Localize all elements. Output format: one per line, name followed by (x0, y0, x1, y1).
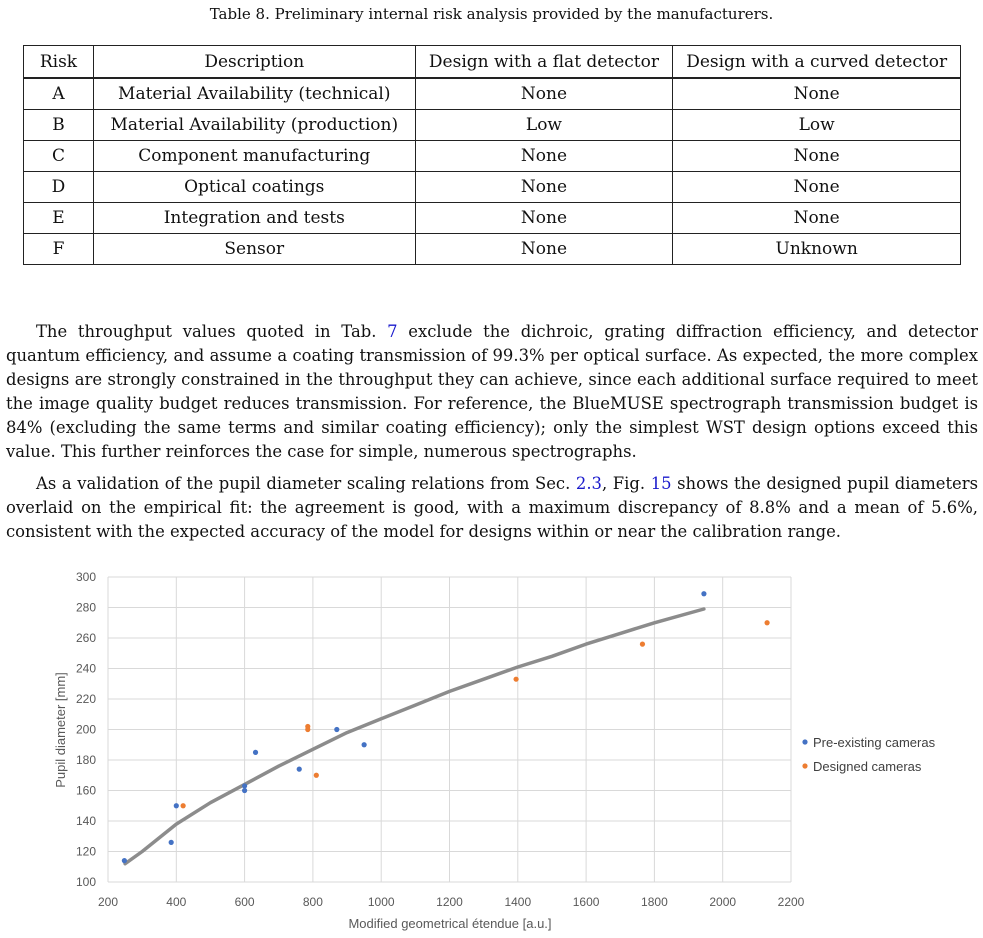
chart-legend (802, 735, 935, 774)
paragraph-throughput (6, 320, 978, 464)
table-row (24, 78, 961, 110)
figure-reference-link[interactable]: 15 (650, 474, 672, 493)
pre-existing-camera-point (297, 767, 302, 772)
fit-curve-group (125, 609, 704, 864)
cell-description: Integration and tests (93, 203, 415, 234)
cell-flat: None (415, 78, 673, 110)
paragraph-text: exclude the dichroic, grating diffraction efficiency, and detector quantum efficiency, and assume a coating transmission of 99.3% per optical surface. As expected, the more complex designs are strongly constrained in the throughput they can achieve, since each additional surface required to meet the image quality budget reduces transmission. For reference, the BlueMUSE spectrograph transmission budget is 84% (excluding the same terms and similar coating efficiency); only the simplest WST design options exceed this value. This further reinforces the case for simple, numerous spectrographs. (6, 322, 978, 461)
chart-grid (108, 577, 791, 882)
x-tick-label: 1600 (572, 895, 600, 909)
table-row (24, 110, 961, 141)
table-row (24, 234, 961, 265)
x-tick-label: 400 (166, 895, 187, 909)
cell-risk: F (24, 234, 94, 265)
table-reference-link[interactable]: 7 (387, 322, 398, 341)
y-tick-label: 220 (75, 692, 96, 706)
cell-description: Component manufacturing (93, 141, 415, 172)
cell-flat: None (415, 172, 673, 203)
table-header-row (24, 46, 961, 79)
cell-flat: None (415, 234, 673, 265)
cell-curved: None (673, 203, 961, 234)
pre-existing-camera-point (253, 750, 258, 755)
cell-description: Optical coatings (93, 172, 415, 203)
pre-existing-camera-point (362, 742, 367, 747)
header-description: Description (93, 46, 415, 79)
x-tick-label: 2000 (709, 895, 737, 909)
cell-curved: Low (673, 110, 961, 141)
y-axis-label: Pupil diameter [mm] (53, 672, 68, 788)
x-tick-label: 1800 (641, 895, 668, 909)
cell-risk: C (24, 141, 94, 172)
designed-camera-point (305, 727, 310, 732)
cell-flat: None (415, 141, 673, 172)
pre-existing-camera-point (169, 840, 174, 845)
section-reference-link[interactable]: 2.3 (575, 474, 602, 493)
y-tick-label: 300 (75, 570, 96, 584)
pre-existing-camera-point (334, 727, 339, 732)
y-tick-label: 180 (75, 753, 96, 767)
cell-risk: D (24, 172, 94, 203)
risk-table (23, 45, 961, 265)
y-tick-label: 240 (75, 661, 96, 676)
pre-existing-camera-point (174, 803, 179, 808)
table-row (24, 203, 961, 234)
pre-existing-camera-point (122, 858, 127, 863)
y-tick-label: 120 (75, 844, 96, 859)
designed-camera-point (640, 642, 645, 647)
cell-flat: Low (415, 110, 673, 141)
pre-existing-camera-point (701, 591, 706, 596)
legend-label: Pre-existing cameras (813, 735, 936, 750)
paragraph-text: The throughput values quoted in Tab. (36, 322, 388, 341)
pupil-diameter-chart (0, 560, 983, 938)
header-risk: Risk (24, 46, 94, 79)
x-tick-label: 1400 (504, 895, 532, 909)
paragraph-validation (6, 472, 978, 544)
legend-marker (802, 739, 807, 744)
header-flat-detector: Design with a flat detector (415, 46, 673, 79)
x-tick-label: 1200 (436, 895, 463, 909)
cell-description: Sensor (93, 234, 415, 265)
cell-curved: Unknown (673, 234, 961, 265)
data-points (122, 591, 770, 863)
x-tick-label: 200 (97, 895, 119, 909)
cell-curved: None (673, 141, 961, 172)
pre-existing-camera-point (242, 788, 247, 793)
x-tick-label: 600 (234, 895, 255, 909)
cell-risk: B (24, 110, 94, 141)
fit-curve (125, 609, 704, 864)
designed-camera-point (764, 620, 769, 625)
legend-marker (802, 763, 807, 768)
cell-risk: E (24, 203, 94, 234)
paragraph-text: , Fig. (601, 474, 651, 493)
cell-description: Material Availability (production) (93, 110, 415, 141)
table-row (24, 141, 961, 172)
cell-curved: None (673, 172, 961, 203)
cell-flat: None (415, 203, 673, 234)
x-axis-label: Modified geometrical étendue [a.u.] (348, 916, 552, 931)
header-curved-detector: Design with a curved detector (673, 46, 961, 79)
designed-camera-point (314, 773, 319, 778)
y-tick-label: 260 (75, 631, 96, 645)
chart-ticks (76, 570, 805, 909)
table-caption: Table 8. Preliminary internal risk analysis provided by the manufacturers. (209, 5, 774, 23)
x-tick-label: 1000 (367, 895, 395, 909)
y-tick-label: 200 (75, 722, 96, 737)
legend-label: Designed cameras (813, 759, 922, 774)
table-row (24, 172, 961, 203)
designed-camera-point (513, 677, 518, 682)
y-tick-label: 100 (75, 875, 96, 889)
y-tick-label: 280 (75, 600, 96, 615)
paragraph-text: As a validation of the pupil diameter scaling relations from Sec. (36, 474, 576, 493)
paragraph-text: shows the designed pupil diameters overlaid on the empirical fit: the agreement is good, with a maximum discrepancy of 8.8% and a mean of 5.6%, consistent with the expected accuracy of the model for designs within or near the calibration range. (6, 474, 978, 541)
cell-curved: None (673, 78, 961, 110)
x-tick-label: 800 (302, 895, 323, 909)
y-tick-label: 140 (75, 814, 96, 828)
x-tick-label: 2200 (777, 895, 805, 909)
designed-camera-point (181, 803, 186, 808)
cell-description: Material Availability (technical) (93, 78, 415, 110)
y-tick-label: 160 (75, 783, 96, 798)
pre-existing-camera-point (242, 783, 247, 788)
cell-risk: A (24, 78, 94, 110)
